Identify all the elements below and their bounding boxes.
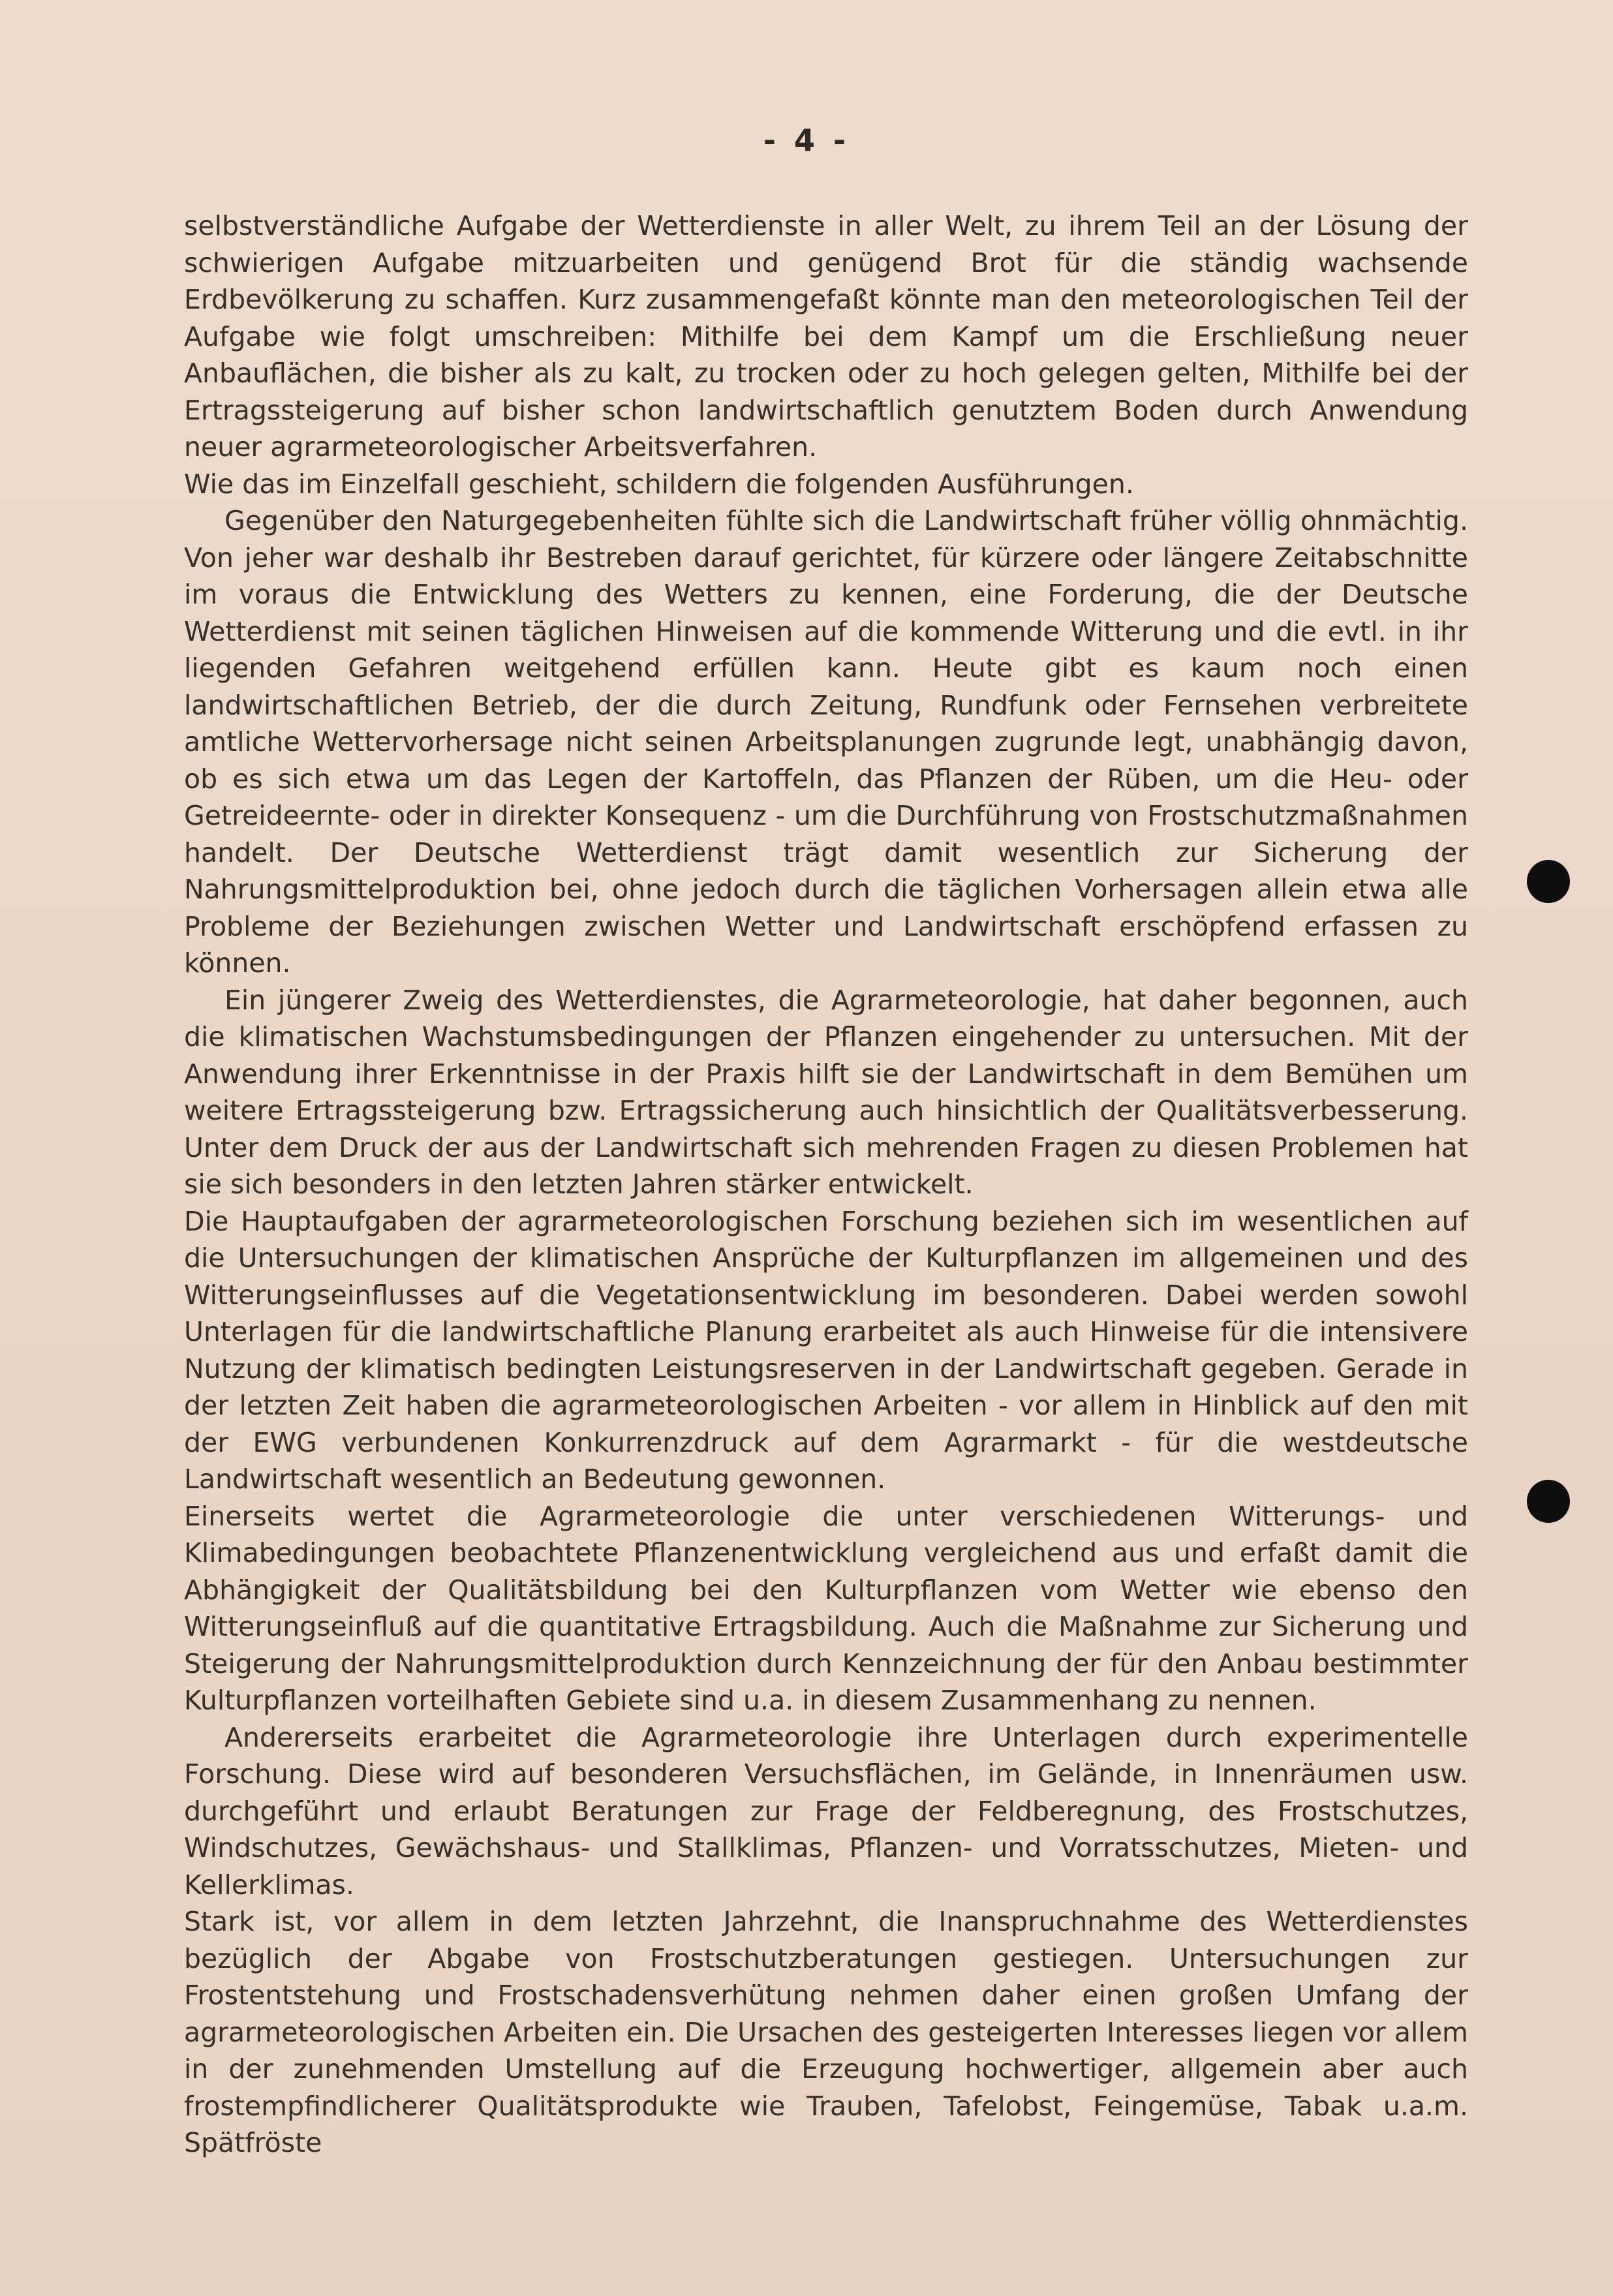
paragraph-continued: selbstverständliche Aufgabe der Wetterdienste in aller Welt, zu ihrem Teil an der Lösung der schwierigen Aufgabe mitzuarbeiten und genügend Brot für die ständig wachsende Erdbevölkerung zu schaffen. Kurz zusammengefaßt könnte man den meteorologischen Teil der Aufgabe wie folgt umschreiben: Mithilfe bei dem Kampf um die Erschließung neuer Anbauflächen, die bisher als zu kalt, zu trocken oder zu hoch gelegen gelten, Mithilfe bei der Ertragssteigerung auf bisher schon landwirtschaftlich genutztem Boden durch Anwendung neuer agrarmeteorologischer Arbeitsverfahren.	[184, 210, 1468, 463]
paragraph-agrarmeteorology: Ein jüngerer Zweig des Wetterdienstes, die Agrarmeteorologie, hat daher begonnen, auch die klimatischen Wachstumsbedingungen der Pflanzen eingehender zu untersuchen. Mit der Anwendung ihrer Erkenntnisse in der Praxis hilft sie der Landwirtschaft in dem Bemühen um weitere Ertragssteigerung bzw. Ertragssicherung auch hinsichtlich der Qualitätsverbesserung. Unter dem Druck der aus der Landwirtschaft sich mehrenden Fragen zu diesen Problemen hat sie sich besonders in den letzten Jahren stärker entwickelt.	[184, 984, 1468, 1200]
paragraph-weather-forecast: Gegenüber den Naturgegebenheiten fühlte sich die Landwirtschaft früher völlig ohnmächtig. Von jeher war deshalb ihr Bestreben darauf gerichtet, für kürzere oder längere Zeitabschnitte im voraus die Entwicklung des Wetters zu kennen, eine Forderung, die der Deutsche Wetterdienst mit seinen täglichen Hinweisen auf die kommende Witterung und die evtl. in ihr liegenden Gefahren weitgehend erfüllen kann. Heute gibt es kaum noch einen landwirtschaftlichen Betrieb, der die durch Zeitung, Rundfunk oder Fernsehen verbreitete amtliche Wettervorhersage nicht seinen Arbeitsplanungen zugrunde legt, unabhängig davon, ob es sich etwa um das Legen der Kartoffeln, das Pflanzen der Rüben, um die Heu- oder Getreideernte- oder in direkter Konsequenz - um die Durchführung von Frostschutzmaßnahmen handelt. Der Deutsche Wetterdienst trägt damit wesentlich zur Sicherung der Nahrungsmittelproduktion bei, ohne jedoch durch die täglichen Vorhersagen allein etwa alle Probleme der Beziehungen zwischen Wetter und Landwirtschaft erschöpfend erfassen zu können.	[184, 505, 1468, 979]
paragraph-on-one-hand: Einerseits wertet die Agrarmeteorologie die unter verschiedenen Witterungs- und Klimabedingungen beobachtete Pflanzenentwicklung vergleichend aus und erfaßt damit die Abhängigkeit der Qualitätsbildung bei den Kulturpflanzen vom Wetter wie ebenso den Witterungseinfluß auf die quantitative Ertragsbildung. Auch die Maßnahme zur Sicherung und Steigerung der Nahrungsmittelproduktion durch Kennzeichnung der für den Anbau bestimmter Kulturpflanzen vorteilhaften Gebiete sind u.a. in diesem Zusammenhang zu nennen.	[184, 1500, 1468, 1716]
punch-hole-bottom	[1527, 1480, 1570, 1523]
paragraph-main-tasks: Die Hauptaufgaben der agrarmeteorologischen Forschung beziehen sich im wesentlichen auf die Untersuchungen der klimatischen Ansprüche der Kulturpflanzen im allgemeinen und des Witterungseinflusses auf die Vegetationsentwicklung im besonderen. Dabei werden sowohl Unterlagen für die landwirtschaftliche Planung erarbeitet als auch Hinweise für die intensivere Nutzung der klimatisch bedingten Leistungsreserven in der Landwirtschaft gegeben. Gerade in der letzten Zeit haben die agrarmeteorologischen Arbeiten - vor allem in Hinblick auf den mit der EWG verbundenen Konkurrenzdruck auf dem Agrarmarkt - für die westdeutsche Landwirtschaft wesentlich an Bedeutung gewonnen.	[184, 1205, 1468, 1495]
paragraph-on-other-hand: Andererseits erarbeitet die Agrarmeteorologie ihre Unterlagen durch experimentelle Forschung. Diese wird auf besonderen Versuchsflächen, im Gelände, in Innenräumen usw. durchgeführt und erlaubt Beratungen zur Frage der Feldberegnung, des Frostschutzes, Windschutzes, Gewächshaus- und Stallklimas, Pflanzen- und Vorratsschutzes, Mieten- und Kellerklimas.	[184, 1721, 1468, 1901]
paragraph-transition: Wie das im Einzelfall geschieht, schildern die folgenden Ausführungen.	[184, 468, 1134, 500]
paragraph-frost-protection: Stark ist, vor allem in dem letzten Jahrzehnt, die Inanspruchnahme des Wetterdienstes bezüglich der Abgabe von Frostschutzberatungen gestiegen. Untersuchungen zur Frostentstehung und Frostschadensverhütung nehmen daher einen großen Umfang der agrarmeteorologischen Arbeiten ein. Die Ursachen des gesteigerten Interesses liegen vor allem in der zunehmenden Umstellung auf die Erzeugung hochwertiger, allgemein aber auch frostempfindlicherer Qualitätsprodukte wie Trauben, Tafelobst, Feingemüse, Tabak u.a.m. Spätfröste	[184, 1906, 1468, 2158]
body-text	[184, 207, 1468, 2162]
punch-hole-top	[1527, 860, 1570, 903]
page-number: - 4 -	[763, 123, 850, 158]
